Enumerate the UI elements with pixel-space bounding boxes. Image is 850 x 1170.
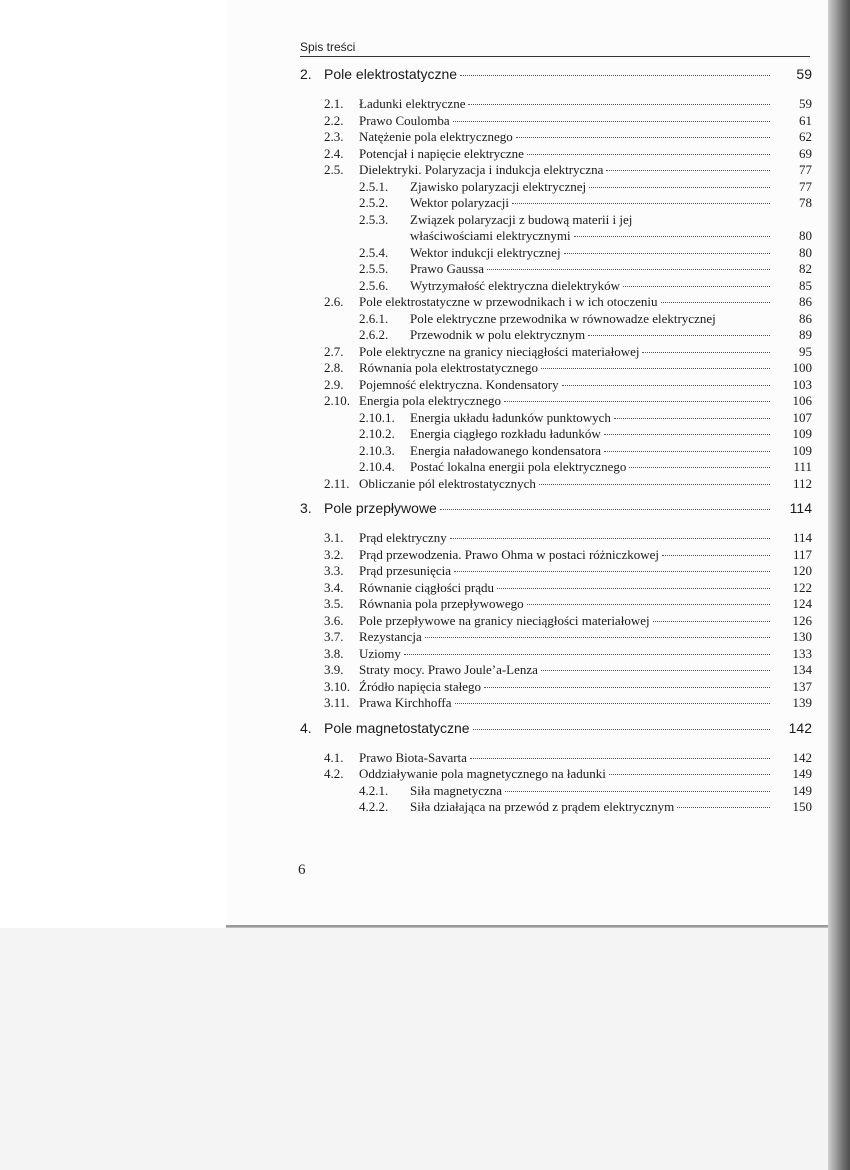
- entry-page: 61: [799, 112, 812, 128]
- entry-page: 100: [792, 360, 812, 375]
- leader-dots: [604, 451, 770, 452]
- entry-number: 3.8.: [324, 645, 344, 661]
- entry-number: 2.10.1.: [359, 409, 395, 425]
- leader-dots: [541, 368, 770, 369]
- entry-title-text: Zjawisko polaryzacji elektrycznej: [410, 178, 587, 194]
- entry-number: 2.11.: [324, 475, 350, 491]
- toc-chapter: [300, 500, 812, 522]
- entry-page: 106: [792, 393, 812, 408]
- chapter-title: [324, 66, 772, 82]
- table-of-contents: [300, 66, 812, 816]
- toc-entry: [300, 245, 812, 262]
- toc-entry: [300, 162, 812, 179]
- entry-page: 86: [799, 310, 812, 326]
- entry-title-text: Siła magnetyczna: [410, 782, 503, 798]
- toc-entry: [300, 799, 812, 816]
- chapter-number: 4.: [300, 719, 312, 736]
- toc-entry: [300, 459, 812, 476]
- toc-entry: [300, 377, 812, 394]
- entry-page: 77: [799, 162, 812, 177]
- toc-entry: [300, 783, 812, 800]
- toc-entry: [300, 393, 812, 410]
- page-number: 6: [298, 862, 306, 878]
- entry-number: 2.5.3.: [359, 211, 389, 227]
- entry-title-text: Równania pola przepływowego: [359, 596, 524, 611]
- scan-edge-right: [828, 0, 850, 1170]
- entry-title-text: Ładunki elektryczne: [359, 96, 466, 111]
- leader-dots: [468, 104, 770, 105]
- entry-title: [410, 426, 772, 443]
- entry-page: 120: [792, 563, 812, 578]
- entry-page: 62: [799, 129, 812, 144]
- toc-entry: [300, 278, 812, 295]
- entry-title: [359, 344, 772, 361]
- chapter-title-text: Pole magnetostatyczne: [324, 719, 470, 736]
- leader-dots: [606, 170, 770, 171]
- leader-dots: [653, 621, 770, 622]
- leader-dots: [484, 687, 770, 688]
- entry-number: 2.5.2.: [359, 195, 389, 210]
- entry-page: 124: [792, 596, 812, 611]
- entry-title: [359, 146, 772, 163]
- entry-title: [410, 212, 772, 245]
- toc-entry: [300, 261, 812, 278]
- entry-page: 82: [799, 261, 812, 276]
- entry-title-text: Uziomy: [359, 645, 401, 661]
- entry-number: 4.2.: [324, 766, 344, 781]
- toc-entry: [300, 212, 812, 245]
- entry-number: 3.3.: [324, 563, 344, 578]
- leader-dots: [527, 604, 770, 605]
- entry-title: [359, 596, 772, 613]
- leader-dots: [662, 555, 770, 556]
- toc-entry: [300, 766, 812, 783]
- toc-entry: [300, 476, 812, 493]
- chapter-page: 142: [788, 719, 812, 736]
- entry-number: 2.1.: [324, 96, 344, 111]
- toc-entry: [300, 629, 812, 646]
- toc-entry: [300, 443, 812, 460]
- chapter-page: 114: [789, 500, 812, 516]
- entry-number: 2.6.2.: [359, 327, 389, 342]
- entry-title: [359, 750, 772, 767]
- entry-title: [359, 662, 772, 679]
- toc-entry: [300, 426, 812, 443]
- entry-title-text: Przewodnik w polu elektrycznym: [410, 327, 586, 342]
- entry-number: 2.9.: [324, 376, 344, 392]
- entry-title-text: Energia pola elektrycznego: [359, 393, 501, 408]
- toc-entry: [300, 547, 812, 564]
- entry-title: [410, 179, 772, 196]
- entry-title: [359, 530, 772, 547]
- toc-entry: [300, 646, 812, 663]
- entry-title-text: Rezystancja: [359, 629, 422, 644]
- leader-dots: [440, 509, 770, 510]
- entry-page: 114: [792, 530, 812, 545]
- leader-dots: [629, 467, 770, 468]
- toc-entry: [300, 662, 812, 679]
- toc-entry: [300, 360, 812, 377]
- entry-title: [359, 360, 772, 377]
- leader-dots: [588, 335, 770, 336]
- entry-number: 2.8.: [324, 360, 344, 375]
- chapter-page: 59: [796, 66, 812, 82]
- entry-title-text: Prawo Coulomba: [359, 112, 450, 128]
- entry-title: [359, 766, 772, 783]
- toc-chapter: [300, 66, 812, 88]
- entry-title: [359, 646, 772, 663]
- leader-dots: [661, 302, 770, 303]
- entry-title: [359, 96, 772, 113]
- leader-dots: [453, 121, 770, 122]
- entry-title-text: Pole przepływowe na granicy nieciągłości materiałowej: [359, 612, 650, 628]
- running-head: Spis treści: [300, 40, 810, 57]
- chapter-title-text: Pole elektrostatyczne: [324, 66, 458, 82]
- toc-chapter: [300, 720, 812, 742]
- entry-title-text: Źródło napięcia stałego: [359, 678, 482, 694]
- entry-page: 149: [792, 766, 812, 781]
- entry-page: 77: [799, 178, 812, 194]
- entry-page: 122: [792, 579, 812, 595]
- entry-number: 4.1.: [324, 749, 344, 765]
- entry-page: 134: [792, 662, 812, 677]
- entry-title-text: Dielektryki. Polaryzacja i indukcja elektryczna: [359, 162, 604, 177]
- entry-number: 2.5.: [324, 162, 344, 177]
- entry-title: [359, 547, 772, 564]
- toc-entry: [300, 179, 812, 196]
- entry-title-text: Prąd przesunięcia: [359, 563, 452, 578]
- entry-page: 109: [792, 426, 812, 441]
- entry-number: 3.4.: [324, 579, 344, 595]
- entry-title-text: Pole elektryczne na granicy nieciągłości materiałowej: [359, 343, 640, 359]
- leader-dots: [564, 253, 770, 254]
- entry-number: 2.6.: [324, 294, 344, 309]
- entry-title-text: Prawo Gaussa: [410, 261, 485, 276]
- entry-page: 86: [799, 294, 812, 309]
- toc-entry: [300, 96, 812, 113]
- chapter-gap: [300, 712, 812, 720]
- entry-title-line2: [410, 228, 772, 245]
- leader-dots: [455, 703, 770, 704]
- leader-dots: [609, 774, 770, 775]
- chapter-title: [324, 720, 772, 736]
- entry-page: 85: [799, 277, 812, 293]
- entry-number: 3.10.: [324, 678, 350, 694]
- entry-number: 3.7.: [324, 629, 344, 644]
- entry-title: [410, 195, 772, 212]
- toc-entry: [300, 750, 812, 767]
- entry-page: 80: [799, 228, 812, 243]
- entry-title: [410, 783, 772, 800]
- entry-title-text: Wektor indukcji elektrycznej: [410, 244, 561, 260]
- entry-number: 2.5.6.: [359, 277, 389, 293]
- entry-title-text: Związek polaryzacji z budową materii i jej: [410, 211, 633, 227]
- chapter-title: [324, 500, 772, 516]
- entry-number: 2.6.1.: [359, 310, 389, 326]
- entry-title-text: Siła działająca na przewód z prądem elektrycznym: [410, 799, 675, 814]
- entry-number: 2.7.: [324, 343, 344, 359]
- entry-title-text: Prąd przewodzenia. Prawo Ohma w postaci różniczkowej: [359, 546, 659, 562]
- leader-dots: [454, 571, 770, 572]
- leader-dots: [425, 637, 770, 638]
- entry-page: 149: [792, 782, 812, 798]
- entry-title-text: Energia układu ładunków punktowych: [410, 409, 611, 425]
- entry-page: 117: [792, 546, 812, 562]
- entry-number: 3.5.: [324, 596, 344, 611]
- toc-entry: [300, 580, 812, 597]
- toc-entry: [300, 613, 812, 630]
- entry-number: 3.11.: [324, 695, 350, 710]
- entry-title-text: Równanie ciągłości prądu: [359, 579, 495, 595]
- entry-title-text: Pojemność elektryczna. Kondensatory: [359, 376, 559, 392]
- entry-title: [410, 245, 772, 262]
- entry-page: 150: [792, 799, 812, 814]
- toc-entry: [300, 695, 812, 712]
- toc-entry: [300, 410, 812, 427]
- entry-title: [410, 327, 772, 344]
- entry-page: 69: [799, 145, 812, 161]
- leader-dots: [604, 434, 770, 435]
- entry-number: 4.2.1.: [359, 782, 389, 798]
- entry-page: 133: [792, 645, 812, 661]
- entry-number: 2.10.: [324, 393, 350, 408]
- entry-page: 107: [792, 409, 812, 425]
- entry-number: 3.9.: [324, 662, 344, 677]
- entry-title: [410, 799, 772, 816]
- entry-number: 2.3.: [324, 129, 344, 144]
- leader-dots: [516, 137, 770, 138]
- toc-entry: [300, 530, 812, 547]
- entry-page: 95: [799, 343, 812, 359]
- scan-background-bottom: [0, 928, 828, 1170]
- leader-dots: [589, 187, 770, 188]
- entry-number: 2.5.5.: [359, 261, 389, 276]
- entry-title: [359, 294, 772, 311]
- leader-dots: [487, 269, 770, 270]
- chapter-gap: [300, 492, 812, 500]
- leader-dots: [470, 758, 770, 759]
- entry-title-text: Obliczanie pól elektrostatycznych: [359, 475, 536, 491]
- scan-background-left: [0, 0, 227, 928]
- entry-title: [410, 261, 772, 278]
- entry-title: [359, 563, 772, 580]
- entry-number: 2.10.2.: [359, 426, 395, 441]
- entry-title: [359, 377, 772, 394]
- leader-dots: [677, 807, 770, 808]
- entry-number: 2.5.4.: [359, 244, 389, 260]
- entry-title-text: Potencjał i napięcie elektryczne: [359, 145, 524, 161]
- entry-number: 3.1.: [324, 530, 344, 545]
- entry-title-text: Wektor polaryzacji: [410, 195, 509, 210]
- leader-dots: [450, 538, 770, 539]
- entry-title: [410, 410, 772, 427]
- entry-title-text: Oddziaływanie pola magnetycznego na ładunki: [359, 766, 606, 781]
- entry-title-text: Prawa Kirchhoffa: [359, 695, 452, 710]
- entry-title: [410, 278, 772, 295]
- entry-title-text: Natężenie pola elektrycznego: [359, 129, 513, 144]
- entry-page: 103: [792, 376, 812, 392]
- entry-title-text-cont: właściwościami elektrycznymi: [410, 228, 571, 243]
- toc-entry: [300, 311, 812, 328]
- entry-page: 109: [792, 442, 812, 458]
- entry-number: 3.6.: [324, 612, 344, 628]
- entry-title: [359, 679, 772, 696]
- entry-page: 80: [799, 244, 812, 260]
- chapter-number: 2.: [300, 66, 312, 82]
- entry-title: [359, 695, 772, 712]
- entry-title: [359, 629, 772, 646]
- entry-title: [410, 459, 772, 476]
- leader-dots: [539, 484, 770, 485]
- toc-entry: [300, 129, 812, 146]
- entry-title-text: Postać lokalna energii pola elektrycznego: [410, 459, 627, 474]
- entry-title: [359, 393, 772, 410]
- entry-title: [359, 613, 772, 630]
- entry-title: [359, 113, 772, 130]
- entry-title-text: Prawo Biota-Savarta: [359, 749, 467, 765]
- entry-page: 59: [799, 96, 812, 111]
- toc-entry: [300, 146, 812, 163]
- entry-number: 2.5.1.: [359, 178, 389, 194]
- toc-entry: [300, 344, 812, 361]
- chapter-number: 3.: [300, 500, 312, 516]
- entry-page: 142: [792, 749, 812, 765]
- entry-title: [359, 580, 772, 597]
- entry-page: 78: [799, 195, 812, 210]
- leader-dots: [497, 588, 770, 589]
- leader-dots: [504, 401, 770, 402]
- toc-entry: [300, 563, 812, 580]
- toc-entry: [300, 195, 812, 212]
- entry-number: 3.2.: [324, 546, 344, 562]
- toc-entry: [300, 294, 812, 311]
- entry-title-text: Równania pola elektrostatycznego: [359, 360, 539, 375]
- entry-title-text: Energia ciągłego rozkładu ładunków: [410, 426, 601, 441]
- entry-page: 137: [792, 678, 812, 694]
- entry-title-text: Energia naładowanego kondensatora: [410, 442, 602, 458]
- entry-number: 2.10.4.: [359, 459, 395, 474]
- entry-page: 112: [792, 475, 812, 491]
- entry-title: [359, 129, 772, 146]
- entry-title-text: Prąd elektryczny: [359, 530, 447, 545]
- leader-dots: [541, 670, 770, 671]
- leader-dots: [404, 654, 770, 655]
- entry-number: 2.4.: [324, 145, 344, 161]
- leader-dots: [642, 352, 770, 353]
- entry-title: [410, 443, 772, 460]
- entry-title-text: Pole elektrostatyczne w przewodnikach i w ich otoczeniu: [359, 294, 658, 309]
- leader-dots: [505, 791, 770, 792]
- entry-number: 2.2.: [324, 112, 344, 128]
- entry-title-text: Straty mocy. Prawo Joule’a-Lenza: [359, 662, 538, 677]
- entry-page: 130: [792, 629, 812, 644]
- leader-dots: [562, 385, 770, 386]
- leader-dots: [473, 729, 770, 730]
- toc-entry: [300, 327, 812, 344]
- entry-title: [410, 311, 772, 328]
- chapter-title-text: Pole przepływowe: [324, 500, 437, 516]
- entry-page: 139: [792, 695, 812, 710]
- leader-dots: [623, 286, 770, 287]
- entry-page: 111: [793, 459, 812, 474]
- leader-dots: [460, 75, 770, 76]
- toc-entry: [300, 596, 812, 613]
- entry-title-text: Pole elektryczne przewodnika w równowadze elektrycznej: [410, 310, 716, 326]
- entry-number: 4.2.2.: [359, 799, 389, 814]
- leader-dots: [527, 154, 770, 155]
- leader-dots: [512, 203, 770, 204]
- toc-entry: [300, 113, 812, 130]
- entry-title-text: Wytrzymałość elektryczna dielektryków: [410, 277, 621, 293]
- toc-entry: [300, 679, 812, 696]
- leader-dots: [574, 236, 770, 237]
- entry-page: 126: [792, 612, 812, 628]
- entry-number: 2.10.3.: [359, 442, 395, 458]
- entry-title: [359, 162, 772, 179]
- entry-page: 89: [799, 327, 812, 342]
- entry-title: [359, 476, 772, 493]
- leader-dots: [614, 418, 770, 419]
